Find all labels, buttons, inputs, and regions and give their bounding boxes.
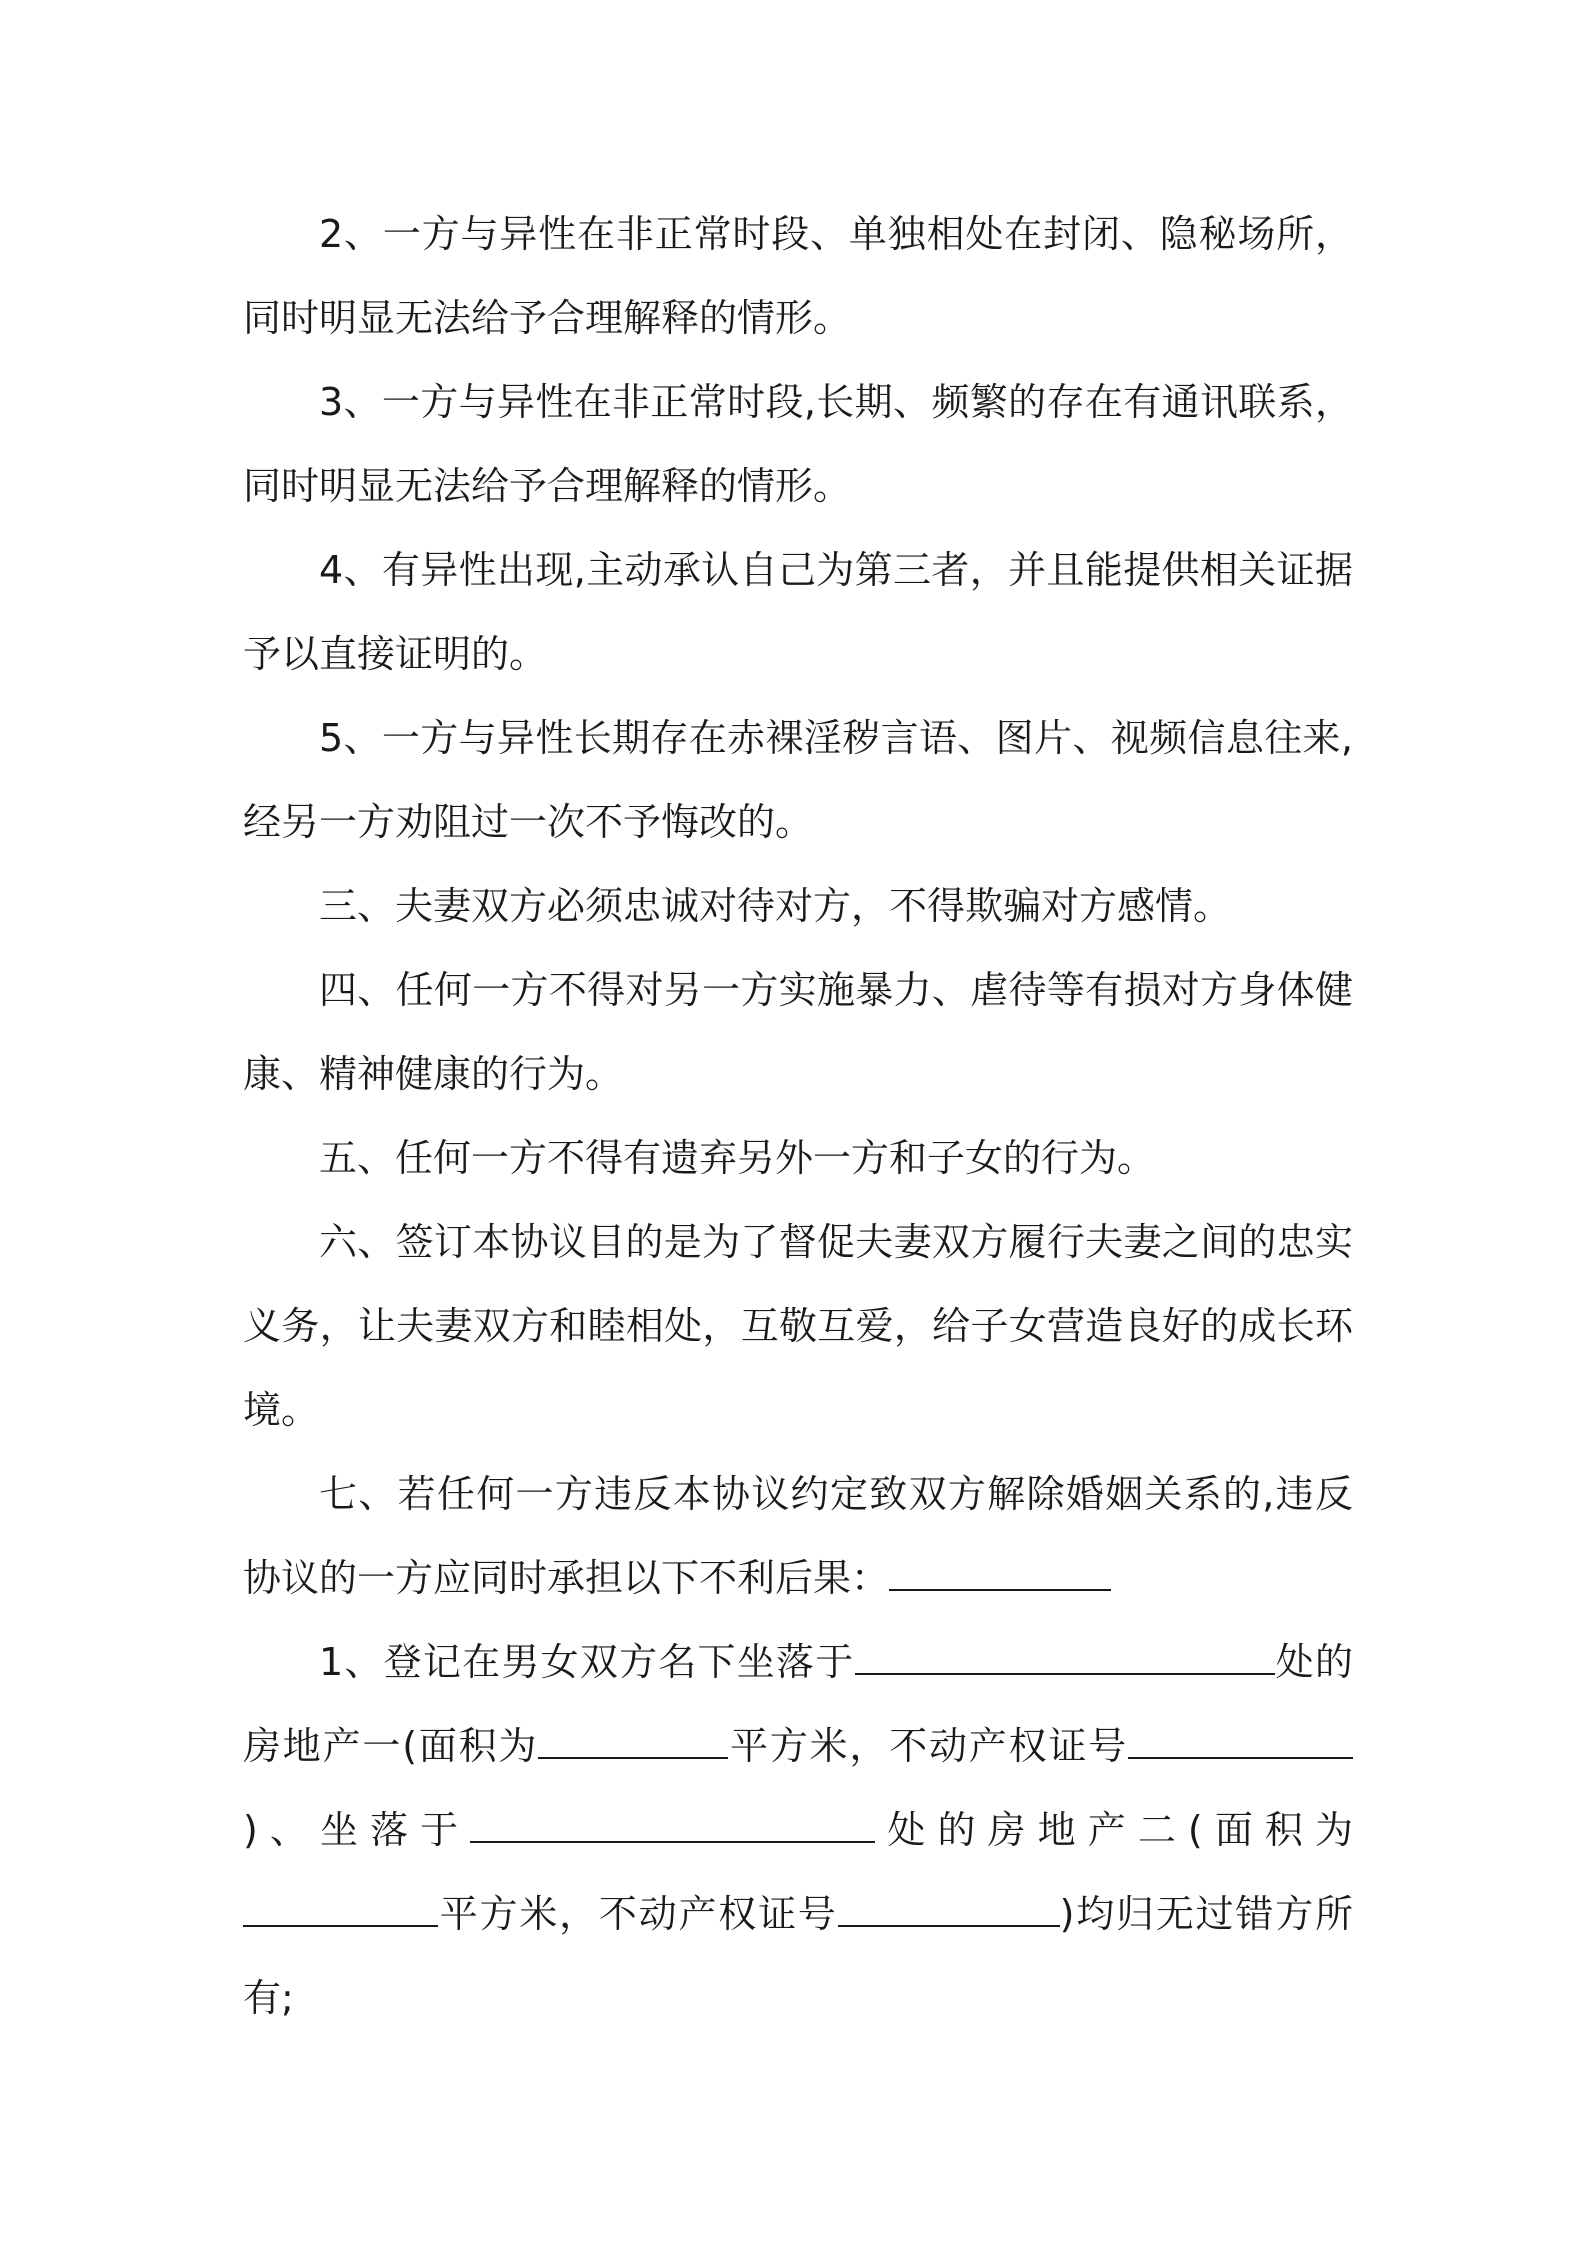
paragraph-clause-4: 四、任何一方不得对另一方实施暴力、虐待等有损对方身体健康、精神健康的行为。 — [243, 968, 1353, 1096]
blank-property1-area[interactable] — [538, 1725, 728, 1759]
paragraph-clause-6: 六、签订本协议目的是为了督促夫妻双方履行夫妻之间的忠实义务，让夫妻双方和睦相处，互敬互爱，给子女营造良好的成长环境。 — [243, 1220, 1353, 1432]
blank-property1-location[interactable] — [855, 1641, 1275, 1675]
clause-7-1-part6: 平方米，不动产权证号 — [438, 1892, 838, 1936]
blank-property2-cert-no[interactable] — [838, 1893, 1060, 1927]
clause-7-1-part2: 处的房地产一(面积为 — [243, 1640, 1353, 1768]
clause-7-text: 七、若任何一方违反本协议约定致双方解除婚姻关系的,违反协议的一方应同时承担以下不利后果： — [243, 1472, 1353, 1600]
paragraph-clause-7-1 — [243, 1620, 1353, 2040]
document-body — [243, 192, 1353, 2040]
blank-property1-cert-no[interactable] — [1128, 1725, 1353, 1759]
clause-7-1-part7: )均归无过错方所有; — [243, 1892, 1353, 2020]
paragraph-item-3: 3、一方与异性在非正常时段,长期、频繁的存在有通讯联系，同时明显无法给予合理解释的情形。 — [243, 380, 1353, 508]
blank-consequence[interactable] — [889, 1557, 1111, 1591]
clause-7-1-part4: )、坐落于 — [243, 1808, 471, 1852]
paragraph-clause-3: 三、夫妻双方必须忠诚对待对方，不得欺骗对方感情。 — [319, 884, 1232, 928]
clause-7-1-part3: 平方米，不动产权证号 — [728, 1724, 1128, 1768]
clause-7-1-part1: 1、登记在男女双方名下坐落于 — [319, 1640, 855, 1684]
blank-property2-location[interactable] — [470, 1809, 875, 1843]
paragraph-item-4: 4、有异性出现,主动承认自己为第三者，并且能提供相关证据予以直接证明的。 — [243, 548, 1353, 676]
paragraph-clause-7 — [243, 1452, 1353, 1620]
clause-7-1-part5: 处的房地产二(面积为 — [875, 1808, 1354, 1852]
paragraph-item-2: 2、一方与异性在非正常时段、单独相处在封闭、隐秘场所，同时明显无法给予合理解释的情形。 — [243, 212, 1353, 340]
blank-property2-area[interactable] — [243, 1893, 438, 1927]
paragraph-clause-5: 五、任何一方不得有遗弃另外一方和子女的行为。 — [319, 1136, 1156, 1180]
paragraph-item-5: 5、一方与异性长期存在赤裸淫秽言语、图片、视频信息往来,经另一方劝阻过一次不予悔改的。 — [243, 716, 1353, 844]
